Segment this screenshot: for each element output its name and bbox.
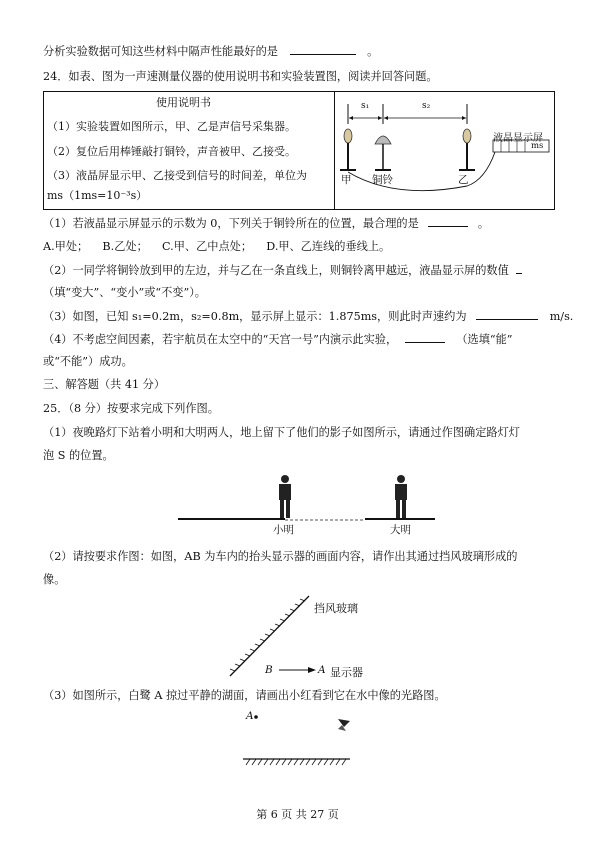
egret-point bbox=[254, 715, 258, 719]
line-material: 分析实验数据可知这些材料中隔声性能最好的是 。 bbox=[43, 45, 379, 58]
lcd-unit: ms bbox=[531, 141, 544, 151]
person-daming-icon bbox=[395, 475, 407, 518]
manual-item-3b: ms（1ms=10⁻³s） bbox=[47, 189, 148, 202]
section-3-title: 三、解答题（共 41 分） bbox=[43, 378, 166, 391]
s2-arrowhead-right bbox=[462, 116, 466, 120]
a-label: A bbox=[318, 664, 326, 676]
manual-item-2: （2）复位后用棒锤敲打铜铃，声音被甲、乙接受。 bbox=[47, 145, 296, 158]
manual-table bbox=[43, 91, 555, 210]
manual-item-1: （1）实验装置如图所示，甲、乙是声信号采集器。 bbox=[47, 120, 296, 133]
question-25-1b: 泡 S 的位置。 bbox=[43, 449, 114, 462]
yi-label: 乙 bbox=[458, 174, 469, 186]
lcd-label: 液晶显示屏 bbox=[493, 133, 543, 144]
question-25-2b: 像。 bbox=[43, 573, 66, 586]
s2-arrowhead-left bbox=[384, 116, 388, 120]
s2-label: s₂ bbox=[422, 101, 431, 111]
question-24-4: （4）不考虑空间因素，若宇航员在太空中的“天宫一号”内演示此实验， （选填“能” bbox=[43, 333, 513, 346]
windshield-hatch bbox=[230, 599, 305, 671]
question-24-3: （3）如图，已知 s₁=0.2m，s₂=0.8m，显示屏上显示：1.875ms，则此时声速约为 m/s. bbox=[43, 310, 574, 323]
question-25: 25．（8 分）按要求完成下列作图。 bbox=[43, 402, 219, 415]
answer-blank bbox=[405, 332, 445, 343]
question-24-4b: 或“不能”）成功。 bbox=[43, 355, 133, 368]
jia-label: 甲 bbox=[341, 174, 352, 186]
page-footer: 第 6 页 共 27 页 bbox=[256, 808, 339, 821]
question-24-2: （2）一同学将铜铃放到甲的左边，并与乙在一条直线上，则铜铃离甲越远，液晶显示屏的数值 bbox=[43, 263, 522, 278]
question-24-2b: （填“变大”、“变小”或“不变”）。 bbox=[43, 286, 206, 299]
daming-label: 大明 bbox=[390, 524, 411, 536]
s1-arrowhead-right bbox=[378, 116, 382, 120]
answer-blank bbox=[290, 44, 356, 55]
answer-blank bbox=[428, 216, 468, 227]
bell-label: 铜铃 bbox=[372, 174, 393, 186]
water-hatch bbox=[246, 759, 346, 765]
manual-title: 使用说明书 bbox=[156, 96, 211, 109]
lake-figure bbox=[240, 705, 355, 771]
ab-arrow bbox=[278, 664, 318, 676]
manual-item-3a: （3）液晶屏显示甲、乙接受到信号的时间差，单位为 bbox=[47, 169, 307, 182]
question-25-3: （3）如图所示，白鹭 A 掠过平静的湖面，请画出小红看到它在水中像的光路图。 bbox=[43, 689, 446, 702]
sensor-yi-head bbox=[463, 129, 471, 143]
answer-blank bbox=[476, 309, 538, 320]
s1-label: s₁ bbox=[361, 101, 370, 111]
question-24-options: A.甲处； B.乙处； C.甲、乙中点处； D.甲、乙连线的垂线上。 bbox=[43, 240, 391, 253]
question-25-2: （2）请按要求作图：如图，AB 为车内的抬头显示器的画面内容，请作出其通过挡风玻璃形成的 bbox=[43, 550, 518, 563]
question-24-1: （1）若液晶显示屏显示的示数为 0，下列关于铜铃所在的位置，最合理的是 。 bbox=[43, 217, 490, 230]
bell-icon bbox=[375, 136, 391, 144]
sensor-jia-head bbox=[344, 129, 352, 143]
question-25-1: （1）夜晚路灯下站着小明和大明两人，地上留下了他们的影子如图所示，请通过作图确定路灯灯 bbox=[43, 426, 520, 439]
question-24: 24．如表、图为一声速测量仪器的使用说明书和实验装置图，阅读并回答问题。 bbox=[43, 70, 438, 83]
signal-cable bbox=[348, 152, 495, 191]
egret-a-label: A bbox=[246, 710, 254, 722]
eye-icon bbox=[338, 719, 350, 731]
glass-label: 挡风玻璃 bbox=[314, 602, 358, 615]
answer-blank bbox=[516, 263, 522, 274]
person-xiaoming-icon bbox=[279, 475, 291, 518]
s1-arrowhead-left bbox=[349, 116, 353, 120]
display-label: 显示器 bbox=[330, 666, 363, 679]
b-label: B bbox=[265, 664, 273, 676]
xiaoming-label: 小明 bbox=[273, 524, 294, 536]
